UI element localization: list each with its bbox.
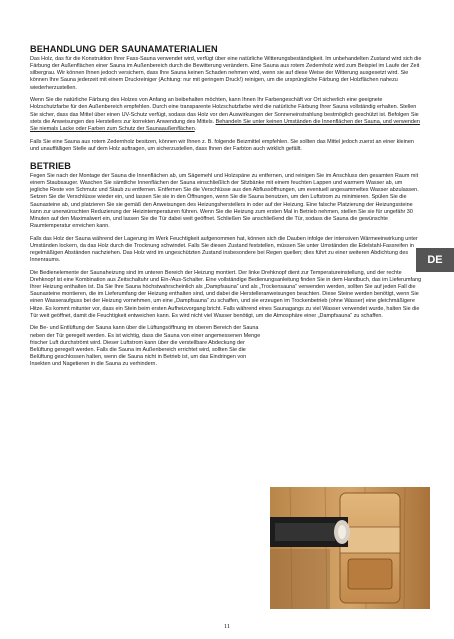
vent-photo	[270, 487, 430, 609]
paragraph: Die Bedienelemente der Saunaheizung sind im unteren Bereich der Heizung montiert. Der linke Drehknopf dient zur Temperatureinstellung, und der rechte Drehknopf ist eine Kombination aus Zeitschaltuhr und Ein-/Aus-Schalter. Eine vollständige Bedienungsanleitung finden Sie in dem Handbuch, das im Lieferumfang Ihrer Heizung enthalten ist. Da Sie Ihre Sauna höchstwahrscheinlich als „Dampfsauna“ und als „Trockensauna“ verwenden werden, sollten Sie auf jeden Fall die Saunasteine montieren, die im Lieferumfang der Heizung enthalten sind, und dabei die Herstelleranweisungen beachten. Diese Steine werden benötigt, wenn Sie einen Wasseraufguss bei der Heizung vornehmen, um eine „Dampfsauna“ zu schaffen, und sie erzeugen im Trockenbetrieb (ohne Wasser) eine gleichmäßigere Hitze. Es kommt mitunter vor, dass ein Stein beim ersten Aufheizvorgang bricht. Falls während eines Saunagangs zu viel Wasser verwendet wurde, halten Sie die Tür weit geöffnet, damit die Feuchtigkeit entweichen kann. Es wird nicht viel Wasser benötigt, um die Atmosphäre einer „Dampfsauna“ zu schaffen.	[30, 269, 422, 319]
section-heading-materials: BEHANDLUNG DER SAUNAMATERIALIEN	[30, 44, 218, 54]
page-content	[30, 44, 422, 374]
page-number: 11	[223, 623, 231, 630]
paragraph: Falls das Holz der Sauna während der Lagerung im Werk Feuchtigkeit aufgenommen hat, können sich die Dauben infolge der intensiven Wärmeeinwirkung unter Umständen lockern, da das Holz durch die Trocknung schwindet. Falls Sie diesen Zustand feststellen, müssen Sie unter Umständen die Edelstahl-Fassreifen in regelmäßigen Abständen nachziehen. Das Holz wird im ungeschützten Zustand insbesondere bei Regen quellen; dies führt zu einer weiteren Abdichtung des Innenraums.	[30, 235, 418, 264]
paragraph: Falls Sie eine Sauna aus rotem Zedernholz besitzen, können wir Ihnen z. B. folgende Beizmittel empfehlen. Sie sollten das Mittel jedoch zuerst an einer kleinen und unauffälligen Stelle auf dem Holz auftragen, um sicherzustellen, dass Ihnen der Farbton auch wirklich gefällt.	[30, 138, 414, 152]
paragraph: Wenn Sie die natürliche Färbung des Holzes von Anfang an beibehalten möchten, kann Ihnen Ihr Farbengeschäft vor Ort sicherlich eine geeignete Holzschutzfarbe für den Außenbereich empfehlen. Durch eine transparente Holzschutzfarbe wird die natürliche Färbung Ihrer Sauna vollständig erhalten. Stellen Sie sicher, dass das Mittel über einen UV-Schutz verfügt, sodass das Holz vor den Auswirkungen der Sonneneinstrahlung bestmöglich geschützt ist. Befolgen Sie stets die Anweisungen des Herstellers zur korrekten Anwendung des Mittels. Behandeln Sie unter keinen Umständen die Innenflächen der Sauna, und verwenden Sie niemals Lacke oder Farben zum Schutz der Saunaaußenflächen.	[30, 97, 420, 132]
vent-photo-image	[270, 487, 430, 609]
language-tab: DE	[416, 248, 454, 272]
section-heading-operation: BETRIEB	[30, 160, 72, 171]
paragraph: Die Be- und Entlüftung der Sauna kann über die Lüftungsöffnung im oberen Bereich der Sauna neben der Tür geregelt werden. Es ist wichtig, dass die Sauna von einer angemessenen Menge frischer Luft durchströmt wird. Dieser Luftstrom kann über die verstellbare Abdeckung der Belüftung geregelt werden. Falls die Sauna im Außenbereich errichtet wird, sollten Sie die Belüftung geschlossen halten, wenn die Sauna nicht in Betrieb ist, um das Eindringen von Insekten und Nagetieren in die Sauna zu verhindern.	[30, 325, 261, 368]
paragraph: Fegen Sie nach der Montage der Sauna die Innenflächen ab, um Sägemehl und Holzspäne zu entfernen, und reinigen Sie im Anschluss den gesamten Raum mit einem Staubsauger. Waschen Sie sämtliche Innenflächen der Sauna einschließlich der Sitzbänke mit einem feuchten Lappen und warmem Wasser ab, um jegliche Reste von Schmutz und Staub zu entfernen. Entfernen Sie die Verschlüsse aus den Abflussöffnungen, um eventuell angesammeltes Wasser abzulassen. Setzen Sie die Verschlüsse wieder ein, und lassen Sie sie in den Öffnungen, wenn Sie die Sauna benutzen, um den Luftstrom zu minimieren. Spülen Sie die Saunasteine ab, und platzieren Sie sie gemäß den Anweisungen des Heizungsherstellers in oder auf der Heizung. Eine falsche Platzierung der Heizungssteine kann zur unerwünschten Reduzierung der Heizintemperaturen führen. Wenn Sie die Heizung zum ersten Mal in Betrieb nehmen, stellen Sie sie für ungefähr 30 Minuten auf den Maximalwert ein, und lassen Sie die Tür dabei weit geöffnet. Schließen Sie anschließend die Tür, sodass die Sauna die gewünschte Raumtemperatur erreichen kann.	[30, 172, 419, 229]
paragraph: Das Holz, das für die Konstruktion Ihrer Fass-Sauna verwendet wird, verfügt über eine natürliche Witterungsbeständigkeit. Im unbehandelten Zustand wird sich die Färbung der Außenflächen einer Sauna im Außenbereich durch die Bewitterung verändern. Eine Sauna aus rotem Zedernholz wird zum Beispiel im Laufe der Zeit silbergrau. Wir können Ihnen jedoch versichern, dass Ihre Sauna keinen Schaden nehmen wird, wenn sie auf diese Weise der Witterung ausgesetzt wird. Sie können Ihre Sauna jederzeit mit einem Druckreiniger (Achtung: nur mit geringem Druck!) reinigen, um die ursprüngliche Färbung der Holzflächen nahezu wiederherzustellen.	[30, 56, 422, 91]
underlined-warning: Behandeln Sie unter keinen Umständen die Innenflächen der Sauna, und verwenden Sie niemals Lacke oder Farben zum Schutz der Saunaaußenflächen	[30, 118, 420, 132]
